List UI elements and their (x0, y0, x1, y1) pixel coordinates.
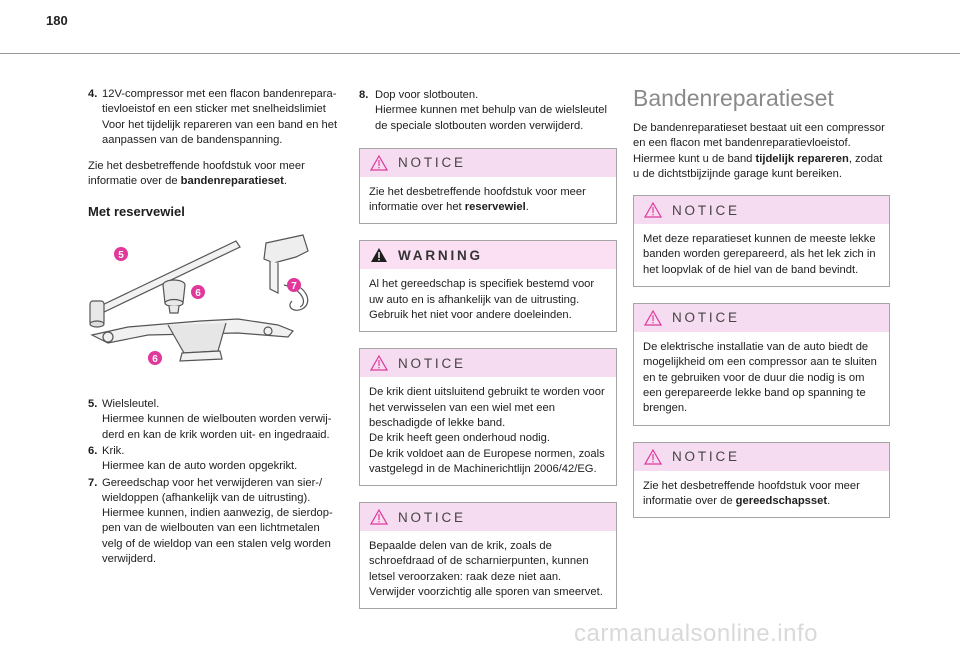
watermark: carmanualsonline.info (574, 620, 818, 647)
reference-link-text: reservewiel (464, 201, 526, 214)
notice-header (360, 149, 616, 177)
item-title: Wielsleutel. (102, 398, 160, 411)
intro-paragraph: De bandenreparatieset bestaat uit een compressor en een flacon met bandenreparatievloeistof. Hiermee kunt u de band tijdelijk repareren, zodat u de dichtstbijzijnde garage kunt bereiken. (633, 122, 885, 180)
section-title: Bandenreparatieset (633, 85, 834, 111)
notice-box (359, 348, 617, 486)
item-text: Hiermee kunnen met behulp van de wielsleutel de speciale slotbouten worden verwijderd. (375, 104, 607, 132)
column-middle (359, 84, 617, 625)
callout-label: 6 (195, 288, 201, 300)
callout-5 (114, 247, 128, 261)
callout-label: 6 (152, 354, 158, 366)
legend-item-7 (88, 476, 343, 568)
tools-drawing (88, 233, 310, 383)
notice-body: Zie het desbetreffende hoofdstuk voor meer informatie over de gereedschapsset. (643, 479, 860, 507)
notice-triangle-icon (370, 155, 388, 171)
item-text: Hiermee kunnen, indien aanwezig, de sierdop-pen van de wielbouten van een lichtmetalen velg of de wieldop van een stalen velg worden verwijderd. (102, 507, 333, 566)
notice-title: NOTICE (672, 202, 740, 218)
notice-body: De krik dient uitsluitend gebruikt te worden voor het verwisselen van een wiel met een beschadigde of lekke band. De krik heeft geen onderhoud nodig. De krik voldoet aan de Europese normen, zoals vastgelegd in de Machinerichtlijn 2006/42/EG. (369, 386, 605, 475)
item-text: 12V-compressor met een flacon bandenrepara-tievloeistof en een sticker met snelheidslimiet Voor het tijdelijk repareren van een band en het aanpassen van de bandenspanning. (102, 88, 338, 146)
item-number: 4. (88, 88, 98, 100)
notice-title: NOTICE (398, 355, 466, 371)
notice-title: NOTICE (398, 155, 466, 171)
warning-header (360, 241, 616, 269)
item-number: 6. (88, 444, 98, 457)
notice-triangle-icon (370, 355, 388, 371)
item-text: Hiermee kan de auto worden opgekrikt. (102, 460, 298, 473)
notice-body: Zie het desbetreffende hoofdstuk voor meer informatie over het reservewiel. (369, 185, 586, 214)
column-left (88, 84, 343, 568)
notice-triangle-icon (370, 509, 388, 525)
callout-label: 7 (291, 281, 297, 293)
item-number: 5. (88, 398, 98, 411)
reference-link-text: bandenreparatieset (180, 175, 284, 188)
notice-header (634, 196, 889, 224)
wheel-cap-tool-icon (264, 235, 308, 310)
emphasis-text: tijdelijk repareren (755, 152, 849, 165)
list-item-4 (88, 87, 343, 148)
notice-header (360, 503, 616, 531)
page-number: 180 (46, 13, 68, 28)
warning-triangle-icon (370, 247, 388, 263)
list-item-8 (359, 88, 617, 134)
notice-box (633, 195, 890, 287)
notice-body: Met deze reparatieset kunnen de meeste lekke banden worden gerepareerd, als het lek zich in het loopvlak of de hiel van de band bevindt. (643, 233, 876, 276)
legend-item-6 (88, 444, 343, 475)
notice-header (634, 304, 889, 332)
notice-box (359, 502, 617, 609)
legend-item-5 (88, 397, 343, 443)
notice-box (633, 442, 890, 519)
notice-box (359, 148, 617, 225)
notice-triangle-icon (644, 449, 662, 465)
callout-6-socket (191, 285, 205, 299)
warning-body: Al het gereedschap is specifiek bestemd voor uw auto en is afhankelijk van de uitrusting. Gebruik het niet voor andere doeleinden. (369, 278, 595, 322)
notice-triangle-icon (644, 202, 662, 218)
section-heading: Met reservewiel (88, 203, 185, 219)
reference-paragraph: Zie het desbetreffende hoofdstuk voor meer informatie over de bandenreparatieset. (88, 160, 305, 188)
figure-legend (88, 397, 343, 567)
warning-box (359, 240, 617, 332)
header-rule (0, 53, 960, 54)
reference-link-text: gereedschapsset (735, 494, 828, 507)
callout-6-jack (148, 351, 162, 365)
notice-title: NOTICE (672, 310, 740, 326)
tools-illustration (88, 233, 310, 383)
notice-body: Bepaalde delen van de krik, zoals de schroefdraad of de scharnierpunten, kunnen letsel veroorzaken: raak deze niet aan. Verwijder voorzichtig alle sporen van smeervet. (369, 540, 603, 599)
notice-header (360, 349, 616, 377)
item-text: Hiermee kunnen de wielbouten worden verwij-derd en kan de krik worden uit- en ingedraaid. (102, 413, 332, 441)
item-title: Krik. (102, 444, 125, 457)
notice-body: De elektrische installatie van de auto biedt de mogelijkheid om een compressor aan te sluiten en te gebruiken voor de duur die nodig is om een gerepareerde lekke band op spanning te brengen. (643, 341, 877, 415)
notice-title: NOTICE (398, 509, 466, 525)
notice-header (634, 443, 889, 471)
column-right (633, 84, 890, 534)
item-number: 8. (359, 89, 369, 101)
item-number: 7. (88, 476, 98, 489)
notice-title: NOTICE (672, 448, 740, 464)
item-title: Gereedschap voor het verwijderen van sier-/ wieldoppen (afhankelijk van de uitrusting). (102, 476, 323, 504)
warning-title: WARNING (398, 247, 483, 263)
item-title: Dop voor slotbouten. (375, 89, 479, 101)
callout-7 (287, 278, 301, 292)
callout-label: 5 (118, 250, 124, 262)
notice-triangle-icon (644, 310, 662, 326)
notice-box (633, 303, 890, 425)
jack-icon (92, 319, 293, 361)
lock-nut-socket-icon (163, 280, 185, 313)
